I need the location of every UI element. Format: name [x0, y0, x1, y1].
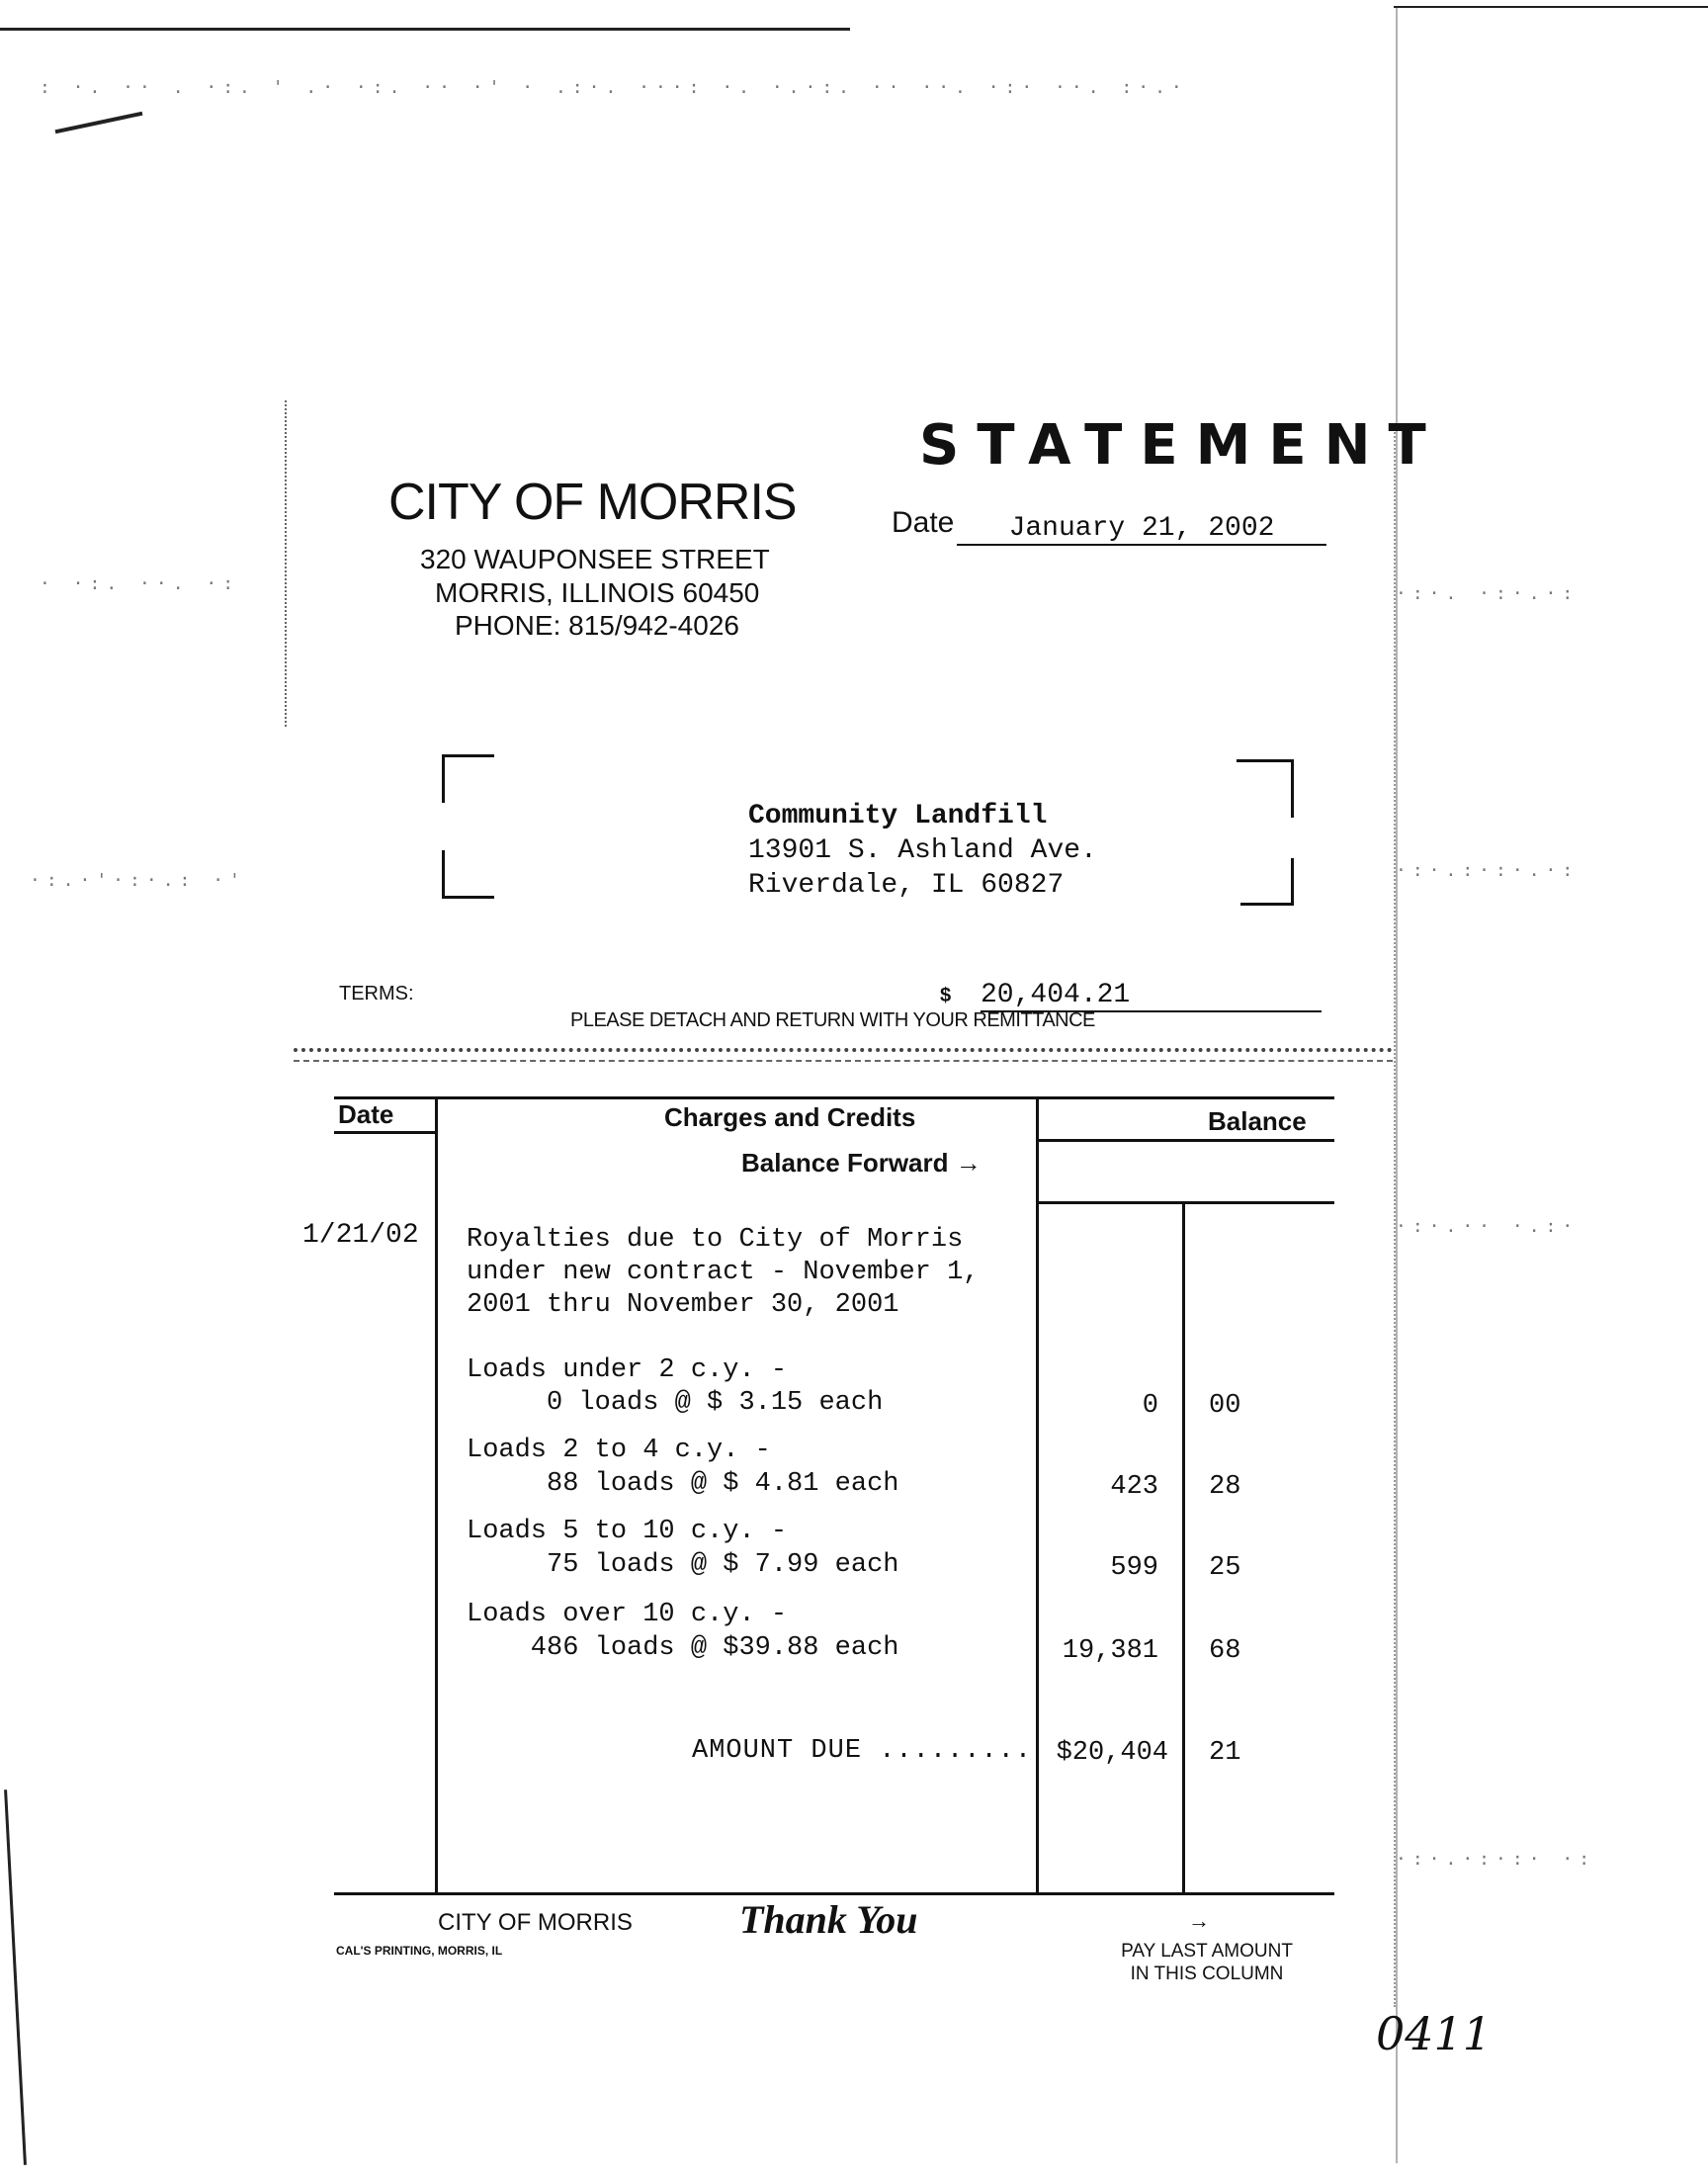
- detach-note: PLEASE DETACH AND RETURN WITH YOUR REMITTANCE: [570, 1009, 1095, 1031]
- line-cents: 68: [1209, 1636, 1241, 1666]
- top-right-edge-line: [1394, 6, 1708, 8]
- amount-due-dollars: $20,404: [1056, 1738, 1168, 1768]
- line-detail: 75 loads @ $ 7.99 each: [467, 1550, 899, 1580]
- statement-date: January 21, 2002: [957, 513, 1326, 546]
- line-dollars: 19,381: [1062, 1636, 1158, 1666]
- balance-forward-label: Balance Forward →: [741, 1148, 982, 1178]
- amount-due-cents: 21: [1209, 1738, 1241, 1768]
- sender-name: CITY OF MORRIS: [388, 474, 797, 531]
- table-bottom-rule: [334, 1892, 1334, 1895]
- pay-arrow-icon: →: [1188, 1908, 1210, 1933]
- right-margin-dots: [1394, 425, 1396, 2007]
- scan-noise: ·:.·'·:·.: ·': [30, 870, 246, 891]
- right-edge-line: [1396, 8, 1398, 2163]
- line-dollars: 0: [1142, 1391, 1158, 1421]
- top-edge-line: [0, 28, 850, 31]
- line-dollars: 599: [1110, 1553, 1158, 1583]
- recipient-address: [748, 799, 1097, 903]
- line-label: Loads under 2 c.y. -: [467, 1355, 788, 1385]
- date-label: Date: [892, 506, 955, 539]
- balance-header-rule: [1038, 1139, 1334, 1142]
- scan-noise: ·:·.·· ·.:·: [1396, 1216, 1580, 1237]
- line-label: Loads 2 to 4 c.y. -: [467, 1436, 771, 1465]
- line-cents: 28: [1209, 1472, 1241, 1502]
- balance-column-header: Balance: [1208, 1106, 1307, 1136]
- remit-amount: 20,404.21: [981, 980, 1322, 1012]
- pay-note-line-2: IN THIS COLUMN: [1130, 1964, 1284, 1984]
- recipient-city-state: Riverdale, IL 60827: [748, 870, 1065, 901]
- balance-forward-rule: [1038, 1201, 1334, 1204]
- entry-date: 1/21/02: [302, 1220, 419, 1251]
- date-column-divider: [435, 1096, 438, 1892]
- handwritten-number: 0411: [1376, 2007, 1493, 2060]
- address-bracket-bottom-right: [1240, 858, 1294, 906]
- line-label: Loads 5 to 10 c.y. -: [467, 1517, 788, 1546]
- pay-note-line-1: PAY LAST AMOUNT: [1121, 1941, 1293, 1962]
- scan-noise: · ·:. ··. ·:: [40, 573, 240, 594]
- left-edge-line: [4, 1790, 27, 2165]
- scan-noise: ·:·.·:·:· ·:: [1396, 1849, 1596, 1870]
- line-detail: 88 loads @ $ 4.81 each: [467, 1469, 899, 1499]
- sender-phone: PHONE: 815/942-4026: [455, 610, 739, 641]
- terms-label: TERMS:: [339, 983, 414, 1004]
- recipient-name: Community Landfill: [748, 801, 1048, 831]
- scan-noise: ·:·. ·:·.·:: [1396, 583, 1580, 604]
- left-margin-dots: [285, 400, 287, 727]
- address-bracket-top-right: [1237, 759, 1294, 818]
- line-dollars: 423: [1110, 1472, 1158, 1502]
- date-column-header: Date: [338, 1099, 394, 1129]
- line-detail: 486 loads @ $39.88 each: [467, 1633, 899, 1663]
- scan-noise: ·:·.:·:·.·:: [1396, 860, 1580, 881]
- printer-credit: CAL'S PRINTING, MORRIS, IL: [336, 1944, 503, 1958]
- sender-street: 320 WAUPONSEE STREET: [420, 544, 770, 574]
- table-top-rule: [334, 1096, 1334, 1099]
- scan-noise: : ·. ·· . ·:. ' .· ·:. ·· ·' · .:·. ···: ·. ·.·:. ·· ··. ·:· ··. :·.·: [40, 77, 1188, 98]
- address-bracket-bottom-left: [442, 850, 494, 899]
- perforation-line: [294, 1048, 1393, 1062]
- line-label: Loads over 10 c.y. -: [467, 1600, 788, 1629]
- line-detail: 0 loads @ $ 3.15 each: [467, 1388, 884, 1418]
- top-left-mark: [55, 112, 143, 134]
- line-cents: 00: [1209, 1391, 1241, 1421]
- recipient-street: 13901 S. Ashland Ave.: [748, 835, 1097, 866]
- amount-due-label: AMOUNT DUE .........: [692, 1736, 1033, 1766]
- address-bracket-top-left: [442, 754, 494, 803]
- remit-dollar-sign: $: [940, 985, 952, 1006]
- entry-description: Royalties due to City of Morris under new contract - November 1, 2001 thru November 30, 2001: [467, 1225, 980, 1320]
- statement-title: STATEMENT: [919, 413, 1444, 478]
- sender-city-state: MORRIS, ILLINOIS 60450: [435, 577, 760, 608]
- table-header-rule: [334, 1131, 435, 1134]
- footer-city: CITY OF MORRIS: [438, 1909, 633, 1936]
- charges-column-header: Charges and Credits: [664, 1102, 916, 1132]
- cents-column-divider: [1182, 1201, 1185, 1892]
- thank-you: Thank You: [739, 1897, 918, 1942]
- pay-note: [1093, 1940, 1321, 1985]
- line-cents: 25: [1209, 1553, 1241, 1583]
